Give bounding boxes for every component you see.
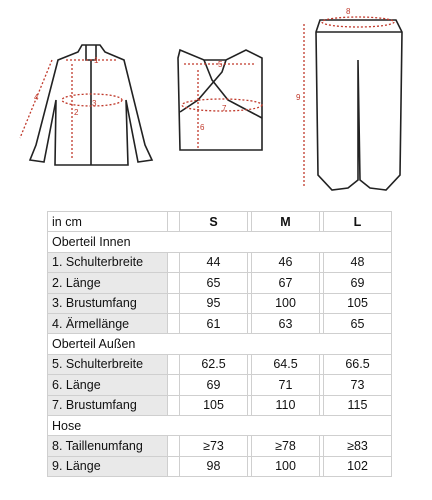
garment-illustrations xyxy=(0,0,432,205)
table-row xyxy=(48,375,392,395)
cell-s: 44 xyxy=(180,252,248,272)
row-label: 8. Taillenumfang xyxy=(48,436,168,456)
cell-m: 71 xyxy=(252,375,320,395)
size-l-header: L xyxy=(324,212,392,232)
vest-label-7: 7 xyxy=(222,104,227,113)
cell-l: 66.5 xyxy=(324,354,392,374)
pants-label-8: 8 xyxy=(346,7,351,16)
row-label: 1. Schulterbreite xyxy=(48,252,168,272)
jacket-label-1: 1 xyxy=(94,56,99,65)
jacket-drawing xyxy=(30,45,152,165)
size-s-header: S xyxy=(180,212,248,232)
table-header-row xyxy=(48,212,392,232)
cell-l: 65 xyxy=(324,313,392,333)
row-label: 3. Brustumfang xyxy=(48,293,168,313)
section-row-oberteil-aussen xyxy=(48,334,392,354)
vest-label-5: 5 xyxy=(218,60,223,69)
row-label: 2. Länge xyxy=(48,273,168,293)
jacket-label-2: 2 xyxy=(74,108,79,117)
table-row xyxy=(48,395,392,415)
cell-l: 69 xyxy=(324,273,392,293)
section-title: Oberteil Außen xyxy=(48,334,392,354)
cell-s: 61 xyxy=(180,313,248,333)
cell-m: 46 xyxy=(252,252,320,272)
cell-m: 110 xyxy=(252,395,320,415)
cell-m: 64.5 xyxy=(252,354,320,374)
cell-s: 98 xyxy=(180,456,248,476)
cell-s: 95 xyxy=(180,293,248,313)
cell-s: 105 xyxy=(180,395,248,415)
cell-l: 115 xyxy=(324,395,392,415)
row-label: 7. Brustumfang xyxy=(48,395,168,415)
cell-l: ≥83 xyxy=(324,436,392,456)
table-row xyxy=(48,273,392,293)
cell-s: 69 xyxy=(180,375,248,395)
section-title: Oberteil Innen xyxy=(48,232,392,252)
row-label: 9. Länge xyxy=(48,456,168,476)
table-row xyxy=(48,456,392,476)
pants-label-9: 9 xyxy=(296,93,301,102)
table-row xyxy=(48,313,392,333)
unit-label: in cm xyxy=(48,212,168,232)
size-chart-table xyxy=(47,211,392,477)
cell-l: 73 xyxy=(324,375,392,395)
table-row xyxy=(48,252,392,272)
table-row xyxy=(48,293,392,313)
table-row xyxy=(48,354,392,374)
size-m-header: M xyxy=(252,212,320,232)
section-row-oberteil-innen xyxy=(48,232,392,252)
jacket-label-3: 3 xyxy=(92,99,97,108)
pants-drawing xyxy=(316,20,402,190)
cell-m: 100 xyxy=(252,456,320,476)
section-title: Hose xyxy=(48,415,392,435)
cell-m: 100 xyxy=(252,293,320,313)
cell-l: 48 xyxy=(324,252,392,272)
table-row xyxy=(48,436,392,456)
cell-s: ≥73 xyxy=(180,436,248,456)
vest-label-6: 6 xyxy=(200,123,205,132)
jacket-label-4: 4 xyxy=(34,93,39,102)
row-label: 6. Länge xyxy=(48,375,168,395)
cell-l: 105 xyxy=(324,293,392,313)
section-row-hose xyxy=(48,415,392,435)
cell-m: 63 xyxy=(252,313,320,333)
row-label: 5. Schulterbreite xyxy=(48,354,168,374)
cell-s: 62.5 xyxy=(180,354,248,374)
garment-diagram xyxy=(0,0,432,205)
row-label: 4. Ärmellänge xyxy=(48,313,168,333)
cell-s: 65 xyxy=(180,273,248,293)
cell-m: 67 xyxy=(252,273,320,293)
cell-m: ≥78 xyxy=(252,436,320,456)
cell-l: 102 xyxy=(324,456,392,476)
